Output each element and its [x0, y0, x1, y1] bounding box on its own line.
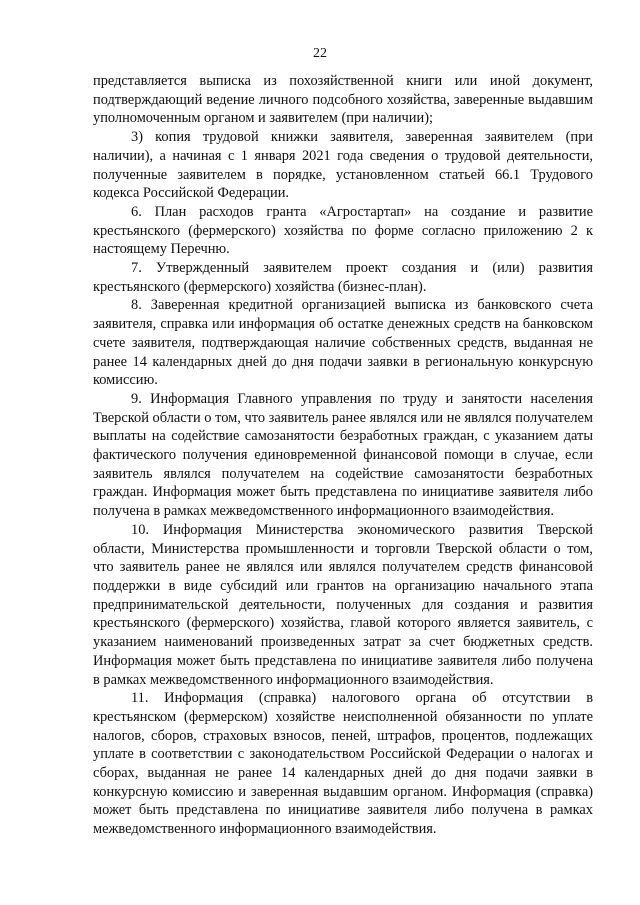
paragraph-item-6: 6. План расходов гранта «Агростартап» на создание и развитие крестьянского (фермерского) хозяйства по форме согласно приложению 2 к настоящему Перечню.	[93, 203, 593, 258]
document-body	[93, 72, 593, 839]
paragraph-item-3: 3) копия трудовой книжки заявителя, заверенная заявителем (при наличии), а начиная с 1 января 2021 года сведения о трудовой деятельности, полученные заявителем в порядке, установленном статьей 66.1 Трудового кодекса Российской Федерации.	[93, 129, 593, 202]
paragraph-item-10: 10. Информация Министерства экономического развития Тверской области, Министерства промышленности и торговли Тверской области о том, что заявитель ранее не являлся или являлся получателем средств финансовой поддержки в виде субсидий или грантов на организацию начального этапа предпринимательской деятельности, полученных для создания и развития крестьянского (фермерского) хозяйства, главой которого является заявитель, с указанием наименований произведенных затрат за счет бюджетных средств. Информация может быть представлена по инициативе заявителя либо получена в рамках межведомственного информационного взаимодействия.	[93, 521, 593, 688]
paragraph-item-11: 11. Информация (справка) налогового органа об отсутствии в крестьянском (фермерском) хозяйстве неисполненной обязанности по уплате налогов, сборов, страховых взносов, пеней, штрафов, процентов, подлежащих уплате в соответствии с законодательством Российской Федерации о налогах и сборах, выданная не ранее 14 календарных дней до дня подачи заявки в конкурсную комиссию и заверенная выдавшим органом. Информация (справка) может быть представлена по инициативе заявителя либо получена в рамках межведомственного информационного взаимодействия.	[93, 690, 593, 838]
paragraph-item-8: 8. Заверенная кредитной организацией выписка из банковского счета заявителя, справка или информация об остатке денежных средств на банковском счете заявителя, подтверждающая наличие собственных средств, выданная не ранее 14 календарных дней до дня подачи заявки в региональную конкурсную комиссию.	[93, 297, 593, 389]
page-number: 22	[313, 46, 327, 61]
paragraph-continuation: представляется выписка из похозяйственной книги или иной документ, подтверждающий ведение личного подсобного хозяйства, заверенные выдавшим уполномоченным органом и заявителем (при наличии);	[93, 73, 593, 127]
paragraph-item-9: 9. Информация Главного управления по труду и занятости населения Тверской области о том, что заявитель ранее являлся или не являлся получателем выплаты на содействие самозанятости безработных граждан, с указанием даты фактического получения единовременной финансовой помощи в случае, если заявитель являлся получателем на содействие самозанятости безработных граждан. Информация может быть представлена по инициативе заявителя либо получена в рамках межведомственного информационного взаимодействия.	[93, 390, 593, 520]
paragraph-item-7: 7. Утвержденный заявителем проект создания и (или) развития крестьянского (фермерского) хозяйства (бизнес-план).	[93, 260, 593, 295]
